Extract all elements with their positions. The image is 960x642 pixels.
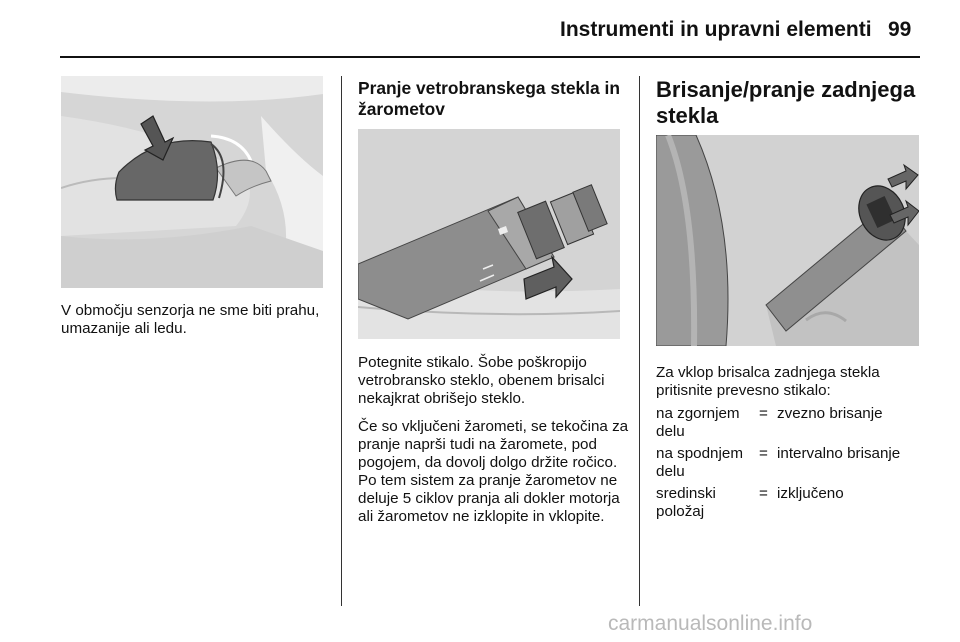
mode-row (656, 405, 922, 441)
header-title: Instrumenti in upravni elementi (560, 18, 872, 41)
sensor-illustration (61, 76, 323, 288)
header-rule (60, 56, 920, 58)
mode-value: zvezno brisanje (777, 405, 883, 422)
mode-position: na spodnjem delu (656, 445, 743, 480)
section-heading-rear-wiper: Brisanje/pranje zadnjega stekla (656, 77, 916, 128)
section-heading-washer: Pranje vetrobranskega stekla in žarometov (358, 78, 620, 119)
mode-row (656, 445, 922, 481)
rear-wiper-modes (656, 405, 922, 525)
sensor-paragraph: V območju senzorja ne sme biti prahu, umazanije ali ledu. (61, 302, 320, 337)
page-number: 99 (888, 18, 912, 41)
rear-wiper-illustration (656, 135, 919, 346)
column-separator (341, 76, 342, 606)
mode-value: intervalno brisanje (777, 445, 901, 462)
rear-wiper-paragraph: Za vklop brisalca zadnjega stekla pritisnite prevesno stikalo: (656, 364, 880, 399)
washer-paragraph-2: Če so vključeni žarometi, se tekočina za pranje naprši tudi na žaromete, pod pogojem, da dovolj dolgo držite ročico. Po tem sistem za pranje žarometov ne deluje 5 ciklov pranja ali dokler motorja ali žarometov ne izklopite in vklopite. (358, 418, 629, 525)
mode-equals: = (759, 485, 768, 502)
mode-row (656, 485, 922, 521)
mode-position: na zgornjem delu (656, 405, 740, 440)
mode-position: sredinski položaj (656, 485, 716, 520)
mode-equals: = (759, 405, 768, 422)
watermark: carmanualsonline.info (608, 612, 813, 635)
mode-equals: = (759, 445, 768, 462)
column-separator (639, 76, 640, 606)
wiper-stalk-illustration (358, 129, 620, 339)
mode-value: izključeno (777, 485, 844, 502)
washer-paragraph-1: Potegnite stikalo. Šobe poškropijo vetrobransko steklo, obenem brisalci nekajkrat obrišejo steklo. (358, 354, 605, 407)
